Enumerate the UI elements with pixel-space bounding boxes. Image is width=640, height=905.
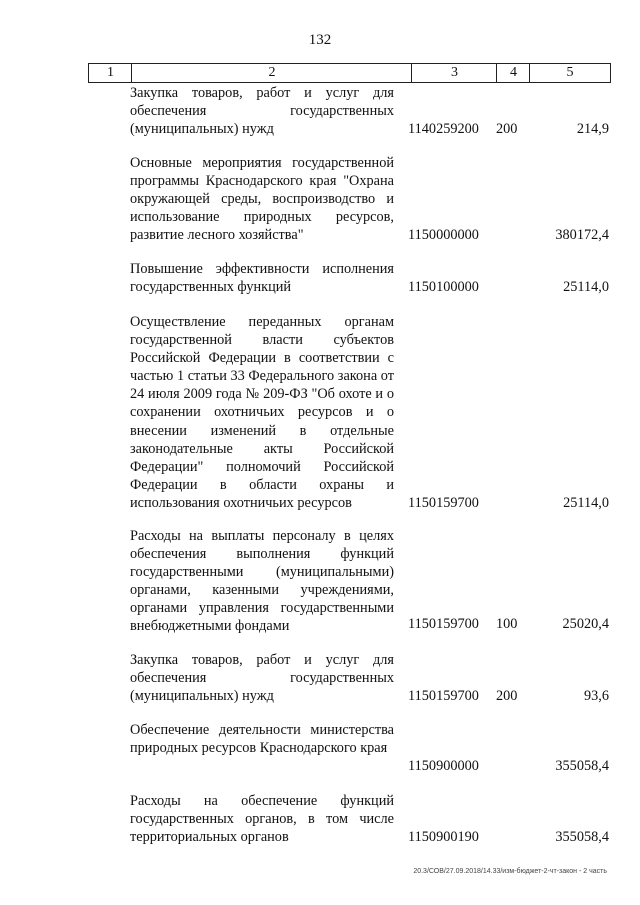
header-col-3: 3 (411, 63, 497, 83)
page-number: 132 (308, 32, 332, 48)
row-amount: 25114,0 (563, 495, 609, 511)
row-code: 1150159700 (408, 688, 479, 704)
row-amount: 214,9 (576, 121, 609, 137)
row-type: 200 (496, 121, 518, 137)
header-col-1: 1 (88, 63, 132, 83)
row-description: Закупка товаров, работ и услуг для обеспечения государственных (муниципальных) нужд (130, 85, 394, 138)
row-code: 1150100000 (408, 279, 479, 295)
row-amount: 93,6 (583, 688, 609, 704)
row-type: 200 (496, 688, 518, 704)
row-amount: 380172,4 (555, 227, 609, 243)
row-code: 1150159700 (408, 616, 479, 632)
table-header (88, 63, 610, 83)
row-code: 1150900190 (408, 829, 479, 845)
row-amount: 25020,4 (562, 616, 609, 632)
row-description: Обеспечение деятельности министерства природных ресурсов Краснодарского края (130, 722, 394, 757)
header-col-2: 2 (131, 63, 412, 83)
row-description: Расходы на обеспечение функций государственных органов, в том числе территориальных органов (130, 793, 394, 846)
row-description: Расходы на выплаты персоналу в целях обеспечения выполнения функций государственными (муниципальными) органами, казенными учреждениями, органами управления государственными внебюджетными фондами (130, 528, 394, 635)
row-code: 1150159700 (408, 495, 479, 511)
row-description: Повышение эффективности исполнения государственных функций (130, 261, 394, 296)
row-code: 1150000000 (408, 227, 479, 243)
row-description: Осуществление переданных органам государственной власти субъектов Российской Федерации в соответствии с частью 1 статьи 33 Федерального закона от 24 июля 2009 года № 209-ФЗ "Об охоте и о сохранении охотничьих ресурсов и о внесении изменений в отдельные законодательные акты Российской Федерации" полномочий Российской Федерации в области охраны и использования охотничьих ресурсов (130, 314, 394, 511)
row-description: Закупка товаров, работ и услуг для обеспечения государственных (муниципальных) нужд (130, 652, 394, 705)
header-col-5: 5 (529, 63, 611, 83)
footer-note: 20.3/СОВ/27.09.2018/14.33/изм-бюджет-2-чт-закон - 2 часть (413, 868, 607, 875)
row-description: Основные мероприятия государственной программы Краснодарского края "Охрана окружающей среды, воспроизводство и использование природных ресурсов, развитие лесного хозяйства" (130, 155, 394, 244)
row-code: 1150900000 (408, 758, 479, 774)
row-code: 1140259200 (408, 121, 479, 137)
row-amount: 355058,4 (555, 758, 609, 774)
row-type: 100 (496, 616, 518, 632)
row-amount: 355058,4 (555, 829, 609, 845)
header-col-4: 4 (496, 63, 530, 83)
row-amount: 25114,0 (563, 279, 609, 295)
